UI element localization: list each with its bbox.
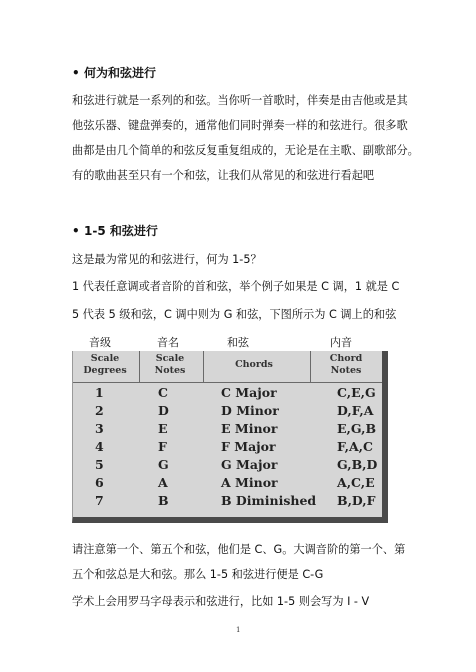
cell-note: D: [158, 403, 169, 418]
cell-note: B: [158, 493, 169, 508]
table-label-chord-notes: 内音: [330, 336, 352, 349]
cell-degree: 4: [95, 439, 104, 454]
cell-chord: G Major: [221, 457, 278, 472]
header-chords: Chords: [235, 359, 273, 370]
paragraph-line: 1 代表任意调或者音阶的首和弦，举个例子如果是 C 调，1 就是 C: [72, 280, 400, 293]
table-row: [73, 474, 382, 492]
header-divider: [139, 351, 140, 382]
cell-chord-notes: E,G,B: [337, 421, 377, 436]
cell-chord: A Minor: [221, 475, 278, 490]
section-heading-chord-progression: [72, 64, 156, 81]
cell-note: F: [158, 439, 167, 454]
paragraph-line: 他弦乐器、键盘弹奏的，通常他们同时弹奏一样的和弦进行。很多歌: [72, 119, 408, 132]
table-row: [73, 402, 382, 420]
table-label-degree: 音级: [89, 336, 111, 349]
table-row: [73, 438, 382, 456]
cell-note: G: [158, 457, 169, 472]
cell-chord: E Minor: [221, 421, 278, 436]
cell-note: C: [158, 385, 168, 400]
table-header-row: [73, 351, 382, 383]
heading-text: 何为和弦进行: [84, 66, 157, 80]
paragraph-line: 和弦进行就是一系列的和弦。当你听一首歌时，伴奏是由吉他或是其: [72, 94, 408, 107]
bullet: •: [72, 66, 80, 80]
header-scale-degrees: Scale Degrees: [83, 353, 127, 376]
cell-chord-notes: A,C,E: [337, 475, 375, 490]
bullet: •: [72, 224, 80, 238]
header-scale-notes: Scale Notes: [154, 353, 186, 376]
table-row: [73, 384, 382, 402]
paragraph-line: 这是最为常见的和弦进行，何为 1-5？: [72, 253, 262, 266]
table-body: [73, 384, 382, 510]
paragraph-line: 有的歌曲甚至只有一个和弦，让我们从常见的和弦进行看起吧: [72, 169, 375, 182]
heading-text: 1-5 和弦进行: [84, 224, 158, 238]
paragraph-line: 五个和弦总是大和弦。那么 1-5 和弦进行便是 C-G: [72, 568, 324, 581]
cell-chord-notes: D,F,A: [337, 403, 374, 418]
table-row: [73, 456, 382, 474]
cell-chord-notes: F,A,C: [337, 439, 373, 454]
cell-chord: C Major: [221, 385, 277, 400]
cell-chord-notes: B,D,F: [337, 493, 376, 508]
paragraph-line: 5 代表 5 级和弦，C 调中则为 G 和弦，下图所示为 C 调上的和弦: [72, 308, 397, 321]
cell-degree: 3: [95, 421, 104, 436]
table-label-chord: 和弦: [227, 336, 249, 349]
cell-chord-notes: G,B,D: [337, 457, 378, 472]
cell-degree: 2: [95, 403, 104, 418]
table-row: [73, 420, 382, 438]
cell-degree: 7: [95, 493, 104, 508]
paragraph-line: 曲都是由几个简单的和弦反复重复组成的，无论是在主歌、副歌部分。: [72, 144, 419, 157]
cell-degree: 5: [95, 457, 104, 472]
section-heading-1-5-progression: [72, 222, 158, 239]
table-label-note: 音名: [157, 336, 179, 349]
page-number: 1: [236, 626, 241, 634]
cell-chord: D Minor: [221, 403, 279, 418]
cell-degree: 6: [95, 475, 104, 490]
cell-note: E: [158, 421, 168, 436]
header-divider: [310, 351, 311, 382]
header-divider: [203, 351, 204, 382]
cell-degree: 1: [95, 385, 104, 400]
chord-table: [72, 351, 388, 523]
cell-chord: F Major: [221, 439, 276, 454]
table-row: [73, 492, 382, 510]
paragraph-line: 请注意第一个、第五个和弦，他们是 C、G。大调音阶的第一个、第: [72, 543, 406, 556]
header-chord-notes: Chord Notes: [329, 353, 363, 376]
paragraph-line: 学术上会用罗马字母表示和弦进行，比如 1-5 则会写为 I - V: [72, 595, 370, 608]
cell-chord-notes: C,E,G: [337, 385, 376, 400]
cell-chord: B Diminished: [221, 493, 317, 508]
cell-note: A: [158, 475, 168, 490]
